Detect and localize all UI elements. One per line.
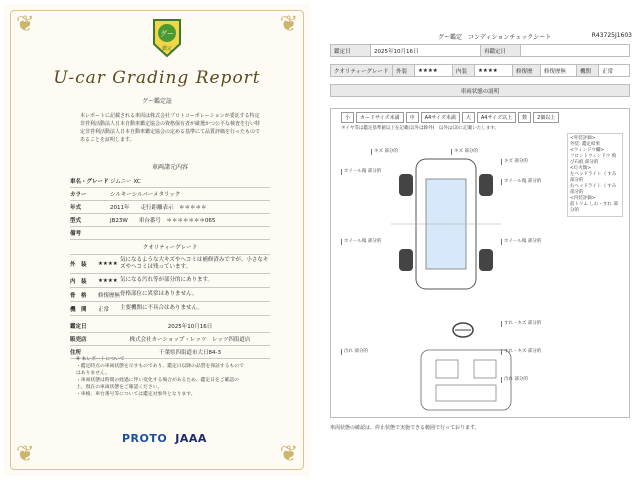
damage-mark: 汚れ 部分的 bbox=[341, 349, 368, 355]
svg-text:グー: グー bbox=[160, 30, 174, 38]
evaluation-notes: <外装評価> 外装: 鑑定結果 <ウィンドウ欄> フロントウィンドウ 飛び石痕 部分的 <灯火類> 左ヘッドライト くすみ 部分的 右ヘッドライト くすみ 部分的 <内装評価> 前トリム しわ・すれ 部分的 bbox=[567, 133, 623, 217]
quality-caption: クオリティーグレード bbox=[70, 240, 270, 255]
damage-mark: ホイール傷 部分的 bbox=[341, 169, 381, 175]
svg-text:鑑定: 鑑定 bbox=[161, 46, 173, 52]
jaaa-logo: JAAA bbox=[175, 432, 207, 445]
certificate-number: R43725J1603 bbox=[591, 32, 632, 39]
car-top-view-icon bbox=[391, 149, 501, 299]
damage-mark: ホイール傷 部分的 bbox=[341, 239, 381, 245]
vehicle-info-table bbox=[70, 162, 270, 359]
steering-wheel-icon bbox=[451, 321, 475, 339]
condition-caption-grid bbox=[330, 84, 630, 97]
report-intro: 本レポートに記載される車両は株式会社プロトコーポレーションが委託する特定非営利活動法人日本自動車鑑定協会の資格保有者が厳選かつ公平な検査を行い特定非営利活動法人日本自動車鑑定協会の定める基準にて品質評価を行ったものであることを証明します。 bbox=[80, 113, 261, 143]
damage-mark: キズ 部分的 bbox=[371, 149, 398, 155]
table-row: 販売店 株式会社カーショップ・レッツ レッツ四街道店 bbox=[70, 333, 270, 346]
size-legend: 小 カードサイズ未満 中 A4サイズ未満 大 A4サイズ以上 数 2個以上 bbox=[341, 112, 629, 123]
table-row: 型式 JB23W 車台番号 ＊＊＊＊＊＊＊065 bbox=[70, 214, 270, 227]
damage-mark: キズ 部分的 bbox=[501, 159, 528, 165]
table-row: 骨 格 修復歴無 骨格部位に異常はありません。 bbox=[70, 288, 270, 302]
quality-grid: クオリティーグレード 外装 ★★★★ 内装 ★★★★ 修復歴 修復歴無 機関 正常 bbox=[330, 64, 630, 77]
table-row: 年式 2011年 走行距離表示 ＊＊＊＊＊ bbox=[70, 201, 270, 214]
report-title: U-car Grading Report bbox=[53, 68, 261, 88]
grading-report bbox=[4, 4, 310, 476]
corner-ornament-icon: ❦ bbox=[16, 442, 35, 467]
logos bbox=[122, 432, 207, 445]
condition-title: 車両状態の説明 bbox=[460, 88, 500, 95]
corner-ornament-icon: ❦ bbox=[279, 12, 298, 37]
vehicle-diagram bbox=[330, 108, 630, 418]
damage-mark: すれ・キズ 部分的 bbox=[501, 321, 541, 327]
report-subtitle: グー鑑定証 bbox=[141, 98, 172, 105]
table-row: 車名・グレード ジムニー XC bbox=[70, 175, 270, 188]
table-row: 住所 千葉県四街道市大日84-3 bbox=[70, 346, 270, 359]
date-grid: 鑑定日 2025年10月16日 再鑑定日 bbox=[330, 44, 630, 57]
sheet-title: グー鑑定 コンディションチェックシート bbox=[438, 34, 552, 41]
table-row: 備考 bbox=[70, 227, 270, 240]
legend-note: タイヤ等は鑑定基準値以上を記載(以外は除外) 以外は(3)に記載いたします。 bbox=[341, 126, 499, 131]
damage-mark: ホイール傷 部分的 bbox=[501, 239, 541, 245]
damage-mark: ホイール傷 部分的 bbox=[501, 179, 541, 185]
corner-ornament-icon: ❦ bbox=[16, 12, 35, 37]
report-notes: ※ 本レポートについて ・鑑定時点の車両状態を示すものであり、鑑定日以降の品質を保証するものではありません。 ・車両状態は時間の経過に伴い変化する場合があるため、鑑定日をご確認の上、現在の車両状態をご確認ください。 ・車検、車台番号等については鑑定対象外となります。 bbox=[76, 357, 244, 397]
proto-logo: PROTO bbox=[122, 432, 168, 445]
table-row: 機 関 正常 主要機関に不具合はありません。 bbox=[70, 302, 270, 316]
damage-mark: 汚れ 部分的 bbox=[501, 377, 528, 383]
goo-appraisal-badge-icon bbox=[152, 18, 182, 58]
damage-mark: キズ 部分的 bbox=[451, 149, 478, 155]
sheet-footer-note: 車両状態の確認は、停止状態で実施できる範囲で行っております。 bbox=[330, 425, 480, 431]
table-row: 外 装 ★★★★ 気になるような大キズやヘコミは補修済みですが、小さなキズやヘコミは残っています。 bbox=[70, 255, 270, 274]
damage-mark: すれ・キズ 部分的 bbox=[501, 349, 541, 355]
vehicle-caption: 車両諸元内容 bbox=[151, 164, 188, 171]
table-row: 内 装 ★★★★ 気になる汚れ等が部分的にあります。 bbox=[70, 274, 270, 288]
table-row: カラー シルキーシルバーメタリック bbox=[70, 188, 270, 201]
corner-ornament-icon: ❦ bbox=[279, 442, 298, 467]
table-row: 鑑定日 2025年10月16日 bbox=[70, 320, 270, 333]
condition-check-sheet bbox=[318, 4, 636, 476]
